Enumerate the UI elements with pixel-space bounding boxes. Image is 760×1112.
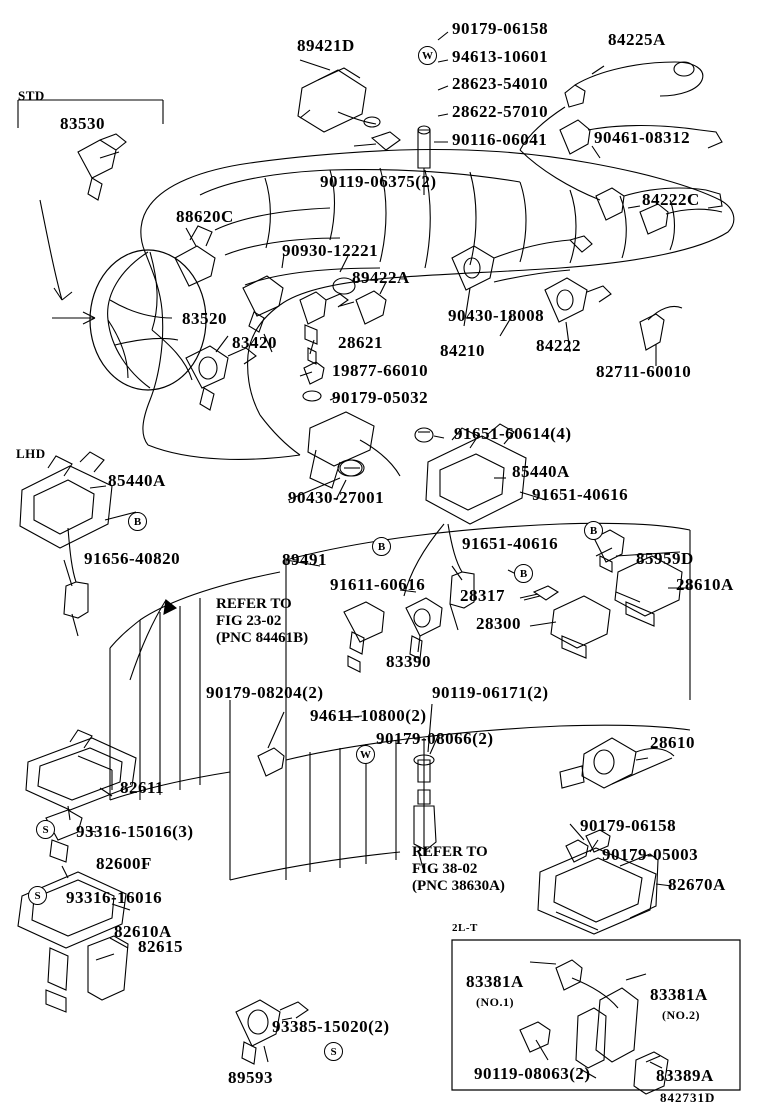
- part-label-82611: 82611: [120, 778, 165, 797]
- part-label-94613-10601: 94613-10601: [452, 47, 549, 66]
- part-label-91611-60616: 91611-60616: [330, 575, 426, 594]
- refer-block-38-02: [412, 844, 505, 895]
- group-tag-std: STD: [18, 88, 45, 103]
- refer-line-2: FIG 23-02: [216, 613, 282, 629]
- part-label-91656-40820: 91656-40820: [84, 549, 181, 568]
- part-label-83381a-2: 83381A: [650, 985, 708, 1004]
- part-label-28622-57010: 28622-57010: [452, 102, 549, 121]
- part-label-83389a: 83389A: [656, 1066, 714, 1085]
- part-label-91651-40616-b: 91651-40616: [462, 534, 559, 553]
- part-label-90119-06375: 90119-06375(2): [320, 172, 437, 191]
- part-label-91651-60614: 91651-60614(4): [454, 424, 572, 443]
- part-label-90179-08066: 90179-08066(2): [376, 729, 494, 748]
- part-label-84222c: 84222C: [642, 190, 700, 209]
- badge-b-icon-2: B: [372, 537, 391, 556]
- part-label-82610a: 82610A: [114, 922, 172, 941]
- part-label-84210: 84210: [440, 341, 485, 360]
- badge-s-icon-3: S: [324, 1042, 343, 1061]
- badge-s-icon-2: S: [28, 886, 47, 905]
- part-label-28623-54010: 28623-54010: [452, 74, 549, 93]
- badge-w-icon-1: W: [418, 46, 437, 65]
- part-label-89422a: 89422A: [352, 268, 410, 287]
- part-label-83381a-1: 83381A: [466, 972, 524, 991]
- part-label-28610: 28610: [650, 733, 695, 752]
- part-label-90179-06158-bot: 90179-06158: [580, 816, 677, 835]
- part-label-90461-08312: 90461-08312: [594, 128, 691, 147]
- refer-line-1: REFER TO: [216, 596, 292, 612]
- part-label-28621: 28621: [338, 333, 383, 352]
- part-label-82615: 82615: [138, 937, 183, 956]
- part-label-90179-06158-top: 90179-06158: [452, 19, 549, 38]
- part-label-93316-15016: 93316-15016(3): [76, 822, 194, 841]
- part-label-82670a: 82670A: [668, 875, 726, 894]
- sheet-code: 842731D: [660, 1090, 716, 1105]
- part-label-83420: 83420: [232, 333, 277, 352]
- part-label-89593: 89593: [228, 1068, 273, 1087]
- part-label-89491: 89491: [282, 550, 327, 569]
- part-label-84222: 84222: [536, 336, 581, 355]
- badge-b-icon-1: B: [128, 512, 147, 531]
- part-label-28317: 28317: [460, 586, 505, 605]
- part-label-28300: 28300: [476, 614, 521, 633]
- part-label-91651-40616-a: 91651-40616: [532, 485, 629, 504]
- part-label-90430-27001: 90430-27001: [288, 488, 385, 507]
- part-label-90116-06041: 90116-06041: [452, 130, 548, 149]
- part-label-no2: (NO.2): [662, 1008, 700, 1022]
- part-label-90179-08204: 90179-08204(2): [206, 683, 324, 702]
- refer-line-2: FIG 38-02: [412, 861, 478, 877]
- part-label-no1: (NO.1): [476, 995, 514, 1009]
- part-label-82600f: 82600F: [96, 854, 152, 873]
- refer-line-3: (PNC 84461B): [216, 630, 309, 646]
- part-label-93316-16016: 93316-16016: [66, 888, 163, 907]
- part-label-84225a: 84225A: [608, 30, 666, 49]
- part-label-83530: 83530: [60, 114, 105, 133]
- part-label-83390: 83390: [386, 652, 431, 671]
- part-label-19877-66010: 19877-66010: [332, 361, 429, 380]
- part-label-90179-05003: 90179-05003: [602, 845, 699, 864]
- part-label-90119-08063: 90119-08063(2): [474, 1064, 591, 1083]
- part-label-85440a-left: 85440A: [108, 471, 166, 490]
- part-label-90430-18008: 90430-18008: [448, 306, 545, 325]
- part-label-90179-05032: 90179-05032: [332, 388, 429, 407]
- group-tag-2lt: 2L-T: [452, 922, 478, 934]
- part-label-28610a: 28610A: [676, 575, 734, 594]
- part-label-90119-06171: 90119-06171(2): [432, 683, 549, 702]
- part-label-85440a-right: 85440A: [512, 462, 570, 481]
- badge-w-icon-2: W: [356, 745, 375, 764]
- part-label-83520: 83520: [182, 309, 227, 328]
- refer-block-23-02: [216, 596, 308, 647]
- badge-s-icon-1: S: [36, 820, 55, 839]
- part-label-82711-60010: 82711-60010: [596, 362, 692, 381]
- group-tag-lhd: LHD: [16, 446, 46, 461]
- part-label-94611-10800: 94611-10800(2): [310, 706, 427, 725]
- part-label-89421d: 89421D: [297, 36, 355, 55]
- part-label-90930-12221: 90930-12221: [282, 241, 379, 260]
- part-label-85959d: 85959D: [636, 549, 694, 568]
- part-label-93385-15020: 93385-15020(2): [272, 1017, 390, 1036]
- badge-b-icon-4: B: [514, 564, 533, 583]
- part-label-88620c: 88620C: [176, 207, 234, 226]
- badge-b-icon-3: B: [584, 521, 603, 540]
- refer-line-1: REFER TO: [412, 844, 488, 860]
- refer-line-3: (PNC 38630A): [412, 878, 505, 894]
